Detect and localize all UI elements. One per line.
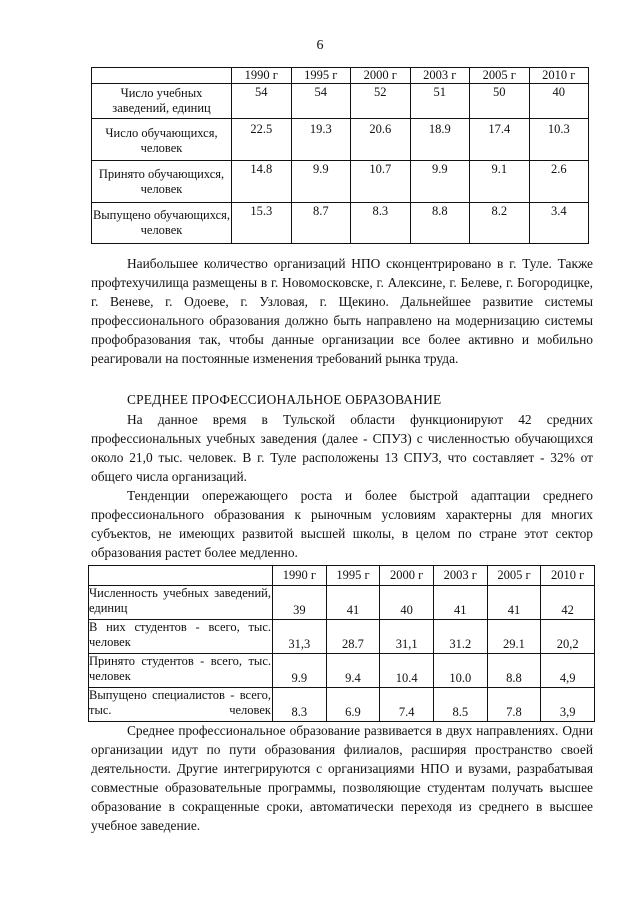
table-row — [89, 586, 595, 620]
table-cell: 42 — [541, 586, 595, 620]
page-number: 6 — [316, 38, 324, 53]
table-cell: 22.5 — [232, 119, 292, 161]
table-header-empty — [89, 566, 273, 586]
table-cell: 41 — [326, 586, 380, 620]
table-header-year: 1990 г — [232, 68, 292, 84]
table-header-year: 2003 г — [410, 68, 470, 84]
table-cell: 7.4 — [380, 688, 434, 722]
table-cell: 10.4 — [380, 654, 434, 688]
table-cell: 52 — [351, 84, 411, 119]
table-row — [92, 203, 589, 244]
npo-paragraph-block — [91, 254, 593, 368]
table-header-year: 2010 г — [529, 68, 589, 84]
row-label: Принято обучающихся, человек — [92, 161, 232, 203]
table-cell: 50 — [470, 84, 530, 119]
table-row — [92, 161, 589, 203]
table-cell: 14.8 — [232, 161, 292, 203]
table-row — [92, 84, 589, 119]
paragraph-spuz-1: На данное время в Тульской области функционируют 42 средних профессиональных учебных заведения (далее - СПУЗ) с численностью обучающихся около 21,0 тыс. человек. В г. Туле расположены 13 СПУЗ, что составляет - 32% от общего числа организаций. — [91, 412, 593, 484]
row-label: Численность учебных заведений, единиц — [89, 586, 273, 620]
table-row — [92, 119, 589, 161]
table-cell: 15.3 — [232, 203, 292, 244]
table-header-row — [89, 566, 595, 586]
table-cell: 10.0 — [433, 654, 487, 688]
table-cell: 29.1 — [487, 620, 541, 654]
table-cell: 31.2 — [433, 620, 487, 654]
table-cell: 10.3 — [529, 119, 589, 161]
table-cell: 8.3 — [273, 688, 327, 722]
final-paragraph-block — [91, 721, 593, 835]
row-label: Выпущено обучающихся, человек — [92, 203, 232, 244]
table-cell: 54 — [291, 84, 351, 119]
table-cell: 19.3 — [291, 119, 351, 161]
table-cell: 9.1 — [470, 161, 530, 203]
table-cell: 3,9 — [541, 688, 595, 722]
table-row — [89, 688, 595, 722]
section-heading: СРЕДНЕЕ ПРОФЕССИОНАЛЬНОЕ ОБРАЗОВАНИЕ — [127, 392, 442, 407]
table-header-year: 2000 г — [351, 68, 411, 84]
table-cell: 8.3 — [351, 203, 411, 244]
table-header-year: 2000 г — [380, 566, 434, 586]
table-cell: 9.9 — [410, 161, 470, 203]
table-cell: 31,3 — [273, 620, 327, 654]
table-row — [89, 654, 595, 688]
table-header-year: 2005 г — [470, 68, 530, 84]
table-cell: 7.8 — [487, 688, 541, 722]
table-cell: 54 — [232, 84, 292, 119]
paragraph-final: Среднее профессиональное образование развивается в двух направлениях. Одни организации идут по пути образования филиалов, расширяя пространство своей деятельности. Другие интегрируются с организациями НПО и вузами, разрабатывая совместные образовательные программы, позволяющие студентам получать высшее образование в сокращенные сроки, автоматически переходя из среднего в высшее учебное заведение. — [91, 723, 593, 833]
table-cell: 10.7 — [351, 161, 411, 203]
table-cell: 39 — [273, 586, 327, 620]
table-header-year: 2005 г — [487, 566, 541, 586]
table-cell: 8.8 — [410, 203, 470, 244]
table-cell: 17.4 — [470, 119, 530, 161]
table-cell: 20.6 — [351, 119, 411, 161]
table-cell: 9.4 — [326, 654, 380, 688]
table-cell: 8.7 — [291, 203, 351, 244]
table-header-empty — [92, 68, 232, 84]
table-cell: 8.2 — [470, 203, 530, 244]
row-label: Принято студентов - всего, тыс. человек — [89, 654, 273, 688]
spuz-paragraph-block — [91, 410, 593, 562]
row-label: Выпущено специалистов - всего, тыс. человек — [89, 688, 273, 722]
table-cell: 41 — [433, 586, 487, 620]
table-cell: 9.9 — [273, 654, 327, 688]
table-cell: 28.7 — [326, 620, 380, 654]
npo-statistics-table — [91, 67, 589, 244]
table-cell: 18.9 — [410, 119, 470, 161]
paragraph-npo: Наибольшее количество организаций НПО сконцентрировано в г. Туле. Также профтехучилища размещены в г. Новомосковске, г. Алексине, г. Белеве, г. Богородицке, г. Веневе, г. Одоеве, г. Узловая, г. Щекино. Дальнейшее развитие системы профессионального образования должно быть направлено на модернизацию системы профобразования так, чтобы данные организации все более активно и мобильно реагировали на постоянные изменения требований рынка труда. — [91, 256, 593, 366]
table-cell: 9.9 — [291, 161, 351, 203]
table-cell: 6.9 — [326, 688, 380, 722]
table-cell: 20,2 — [541, 620, 595, 654]
table-header-row — [92, 68, 589, 84]
table-cell: 41 — [487, 586, 541, 620]
row-label: Число учебных заведений, единиц — [92, 84, 232, 119]
table-cell: 40 — [529, 84, 589, 119]
spo-statistics-table — [88, 565, 595, 722]
table-header-year: 1995 г — [326, 566, 380, 586]
table-cell: 31,1 — [380, 620, 434, 654]
table-cell: 3.4 — [529, 203, 589, 244]
table-cell: 40 — [380, 586, 434, 620]
table-cell: 8.5 — [433, 688, 487, 722]
table-row — [89, 620, 595, 654]
row-label: В них студентов - всего, тыс. человек — [89, 620, 273, 654]
table-cell: 4,9 — [541, 654, 595, 688]
table-header-year: 2010 г — [541, 566, 595, 586]
table-header-year: 1995 г — [291, 68, 351, 84]
table-cell: 8.8 — [487, 654, 541, 688]
table-header-year: 2003 г — [433, 566, 487, 586]
table-header-year: 1990 г — [273, 566, 327, 586]
table-cell: 51 — [410, 84, 470, 119]
row-label: Число обучающихся, человек — [92, 119, 232, 161]
table-cell: 2.6 — [529, 161, 589, 203]
paragraph-spuz-2: Тенденции опережающего роста и более быстрой адаптации среднего профессионального образования к рыночным условиям характерны для многих субъектов, не имеющих развитой высшей школы, в целом по стране этот сектор образования растет более медленно. — [91, 488, 593, 560]
